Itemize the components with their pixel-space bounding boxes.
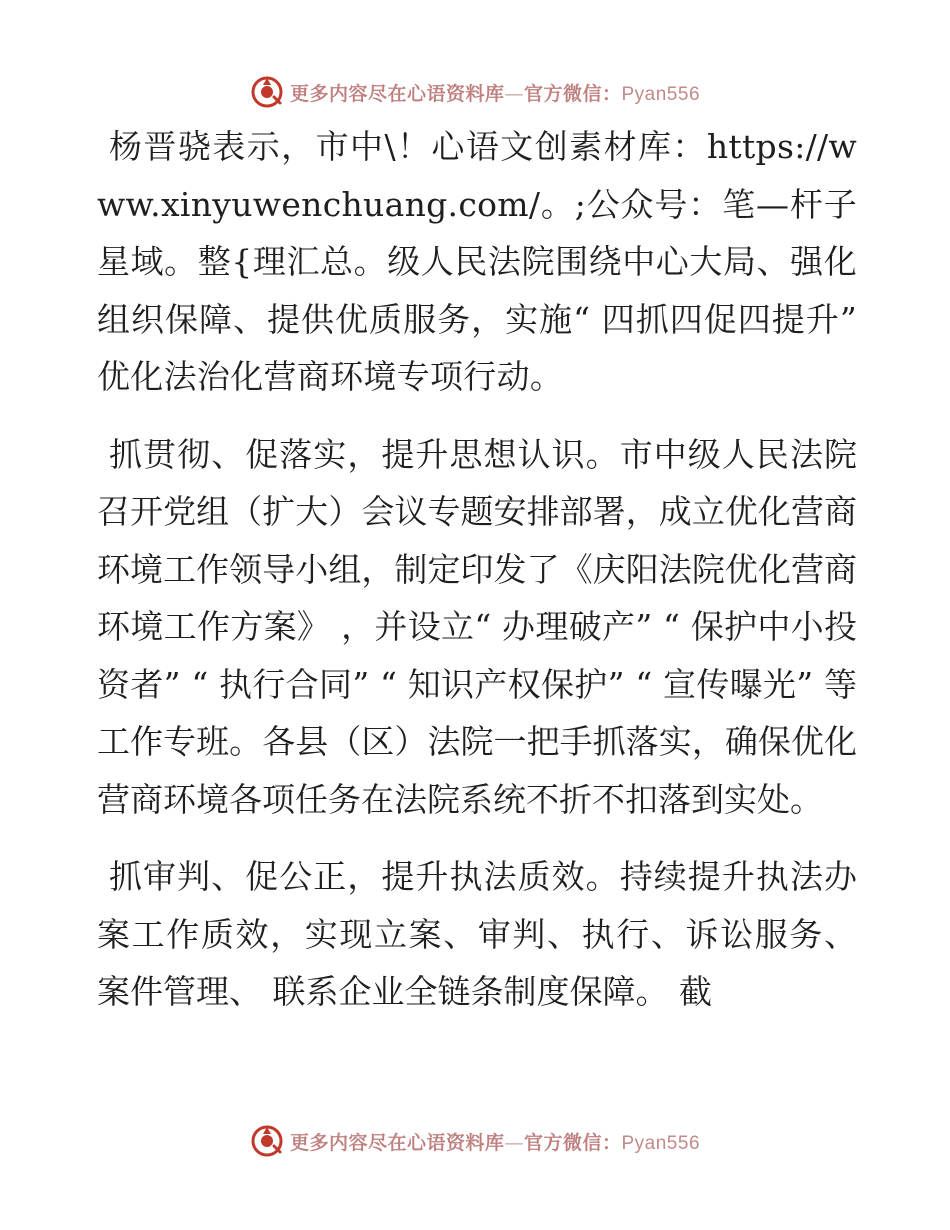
header-wechat-label: 官方微信： (523, 82, 622, 105)
footer-promo (290, 1128, 700, 1155)
paragraph-1: 杨晋骁表示，市中\！心语文创素材库：https://www.xinyuwenchuang.com/。;公众号：笔—杆子星域。整{理汇总。级人民法院围绕中心大局、强化组织保障、提供优质服务，实施“ 四抓四促四提升” 优化法治化营商环境专项行动。 (97, 127, 857, 396)
footer-separator: — (504, 1131, 524, 1154)
header-promo-text: 更多内容尽在心语资料库 (289, 82, 505, 105)
paragraph-3: 抓审判、促公正，提升执法质效。持续提升执法办案工作质效，实现立案、审判、执行、诉讼服务、 案件管理、 联系企业全链条制度保障。 截 (97, 857, 857, 1011)
footer-wechat-id: Pyan556 (621, 1132, 701, 1154)
page-header-banner (0, 72, 950, 112)
header-wechat-id: Pyan556 (621, 83, 701, 105)
red-circular-logo-icon (250, 1124, 284, 1158)
footer-promo-text: 更多内容尽在心语资料库 (289, 1131, 505, 1154)
paragraph-2: 抓贯彻、促落实，提升思想认识。市中级人民法院召开党组（扩大）会议专题安排部署，成立优化营商环境工作领导小组，制定印发了《庆阳法院优化营商环境工作方案》 ，并设立“ 办理破产” “ 保护中小投资者” “ 执行合同” “ 知识产权保护” “ 宣传曝光” 等工作专班。各县（区）法院一把手抓落实，确保优化营商环境各项任务在法院系统不折不扣落到实处。 (97, 434, 857, 819)
red-circular-logo-icon (250, 75, 284, 109)
document-body (97, 118, 857, 1041)
page-footer-banner (0, 1121, 950, 1161)
header-promo (290, 79, 700, 106)
header-separator: — (504, 82, 524, 105)
footer-wechat-label: 官方微信： (523, 1131, 622, 1154)
